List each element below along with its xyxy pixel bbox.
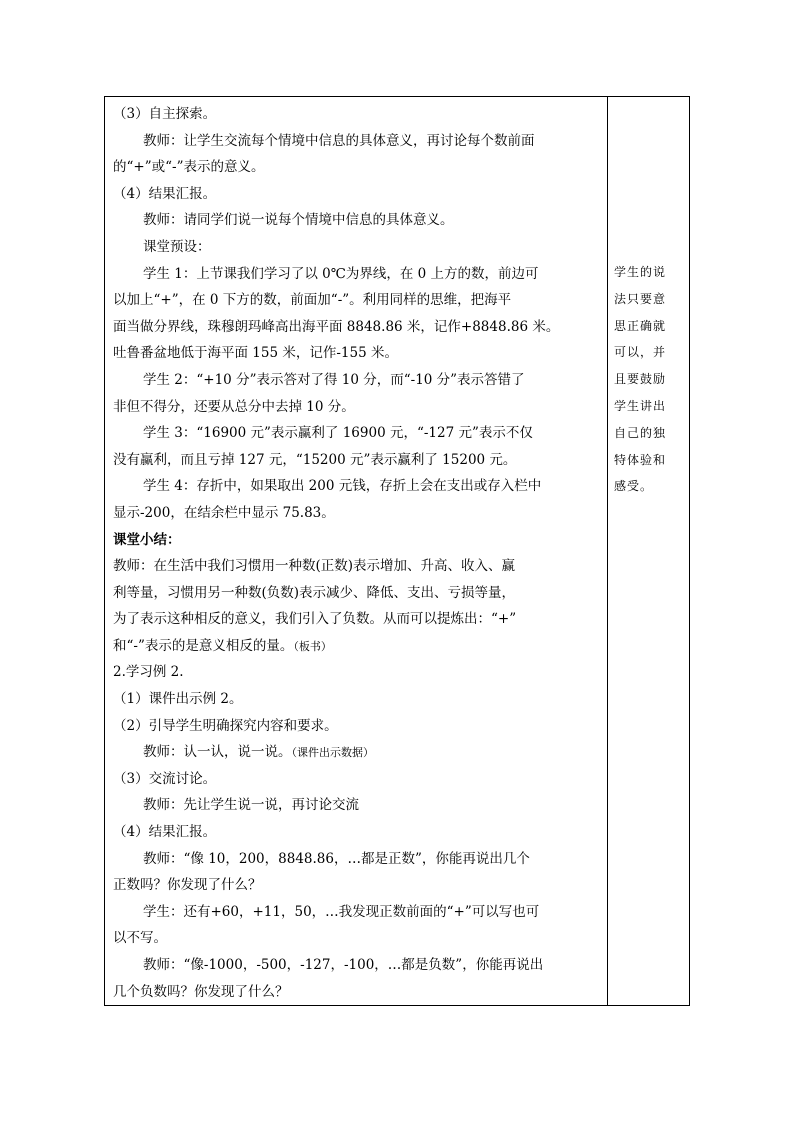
text-span: 教师：认一认，说一说。 bbox=[143, 744, 292, 761]
text-line: 2.学习例 2. bbox=[113, 664, 184, 681]
text-line: （1）课件出示例 2。 bbox=[113, 691, 243, 708]
side-note-line: 学生讲出 bbox=[614, 398, 667, 413]
text-line: 课堂预设： bbox=[143, 238, 211, 255]
text-line: 教师：先让学生说一说，再讨论交流 bbox=[143, 797, 359, 814]
side-note-line: 自己的独 bbox=[614, 425, 667, 440]
board-note: （板书） bbox=[293, 639, 332, 653]
side-note-line: 且要鼓励 bbox=[614, 372, 667, 387]
text-line: 正数吗？你发现了什么？ bbox=[113, 877, 262, 894]
text-line: 的“+”或“-”表示的意义。 bbox=[113, 159, 265, 176]
side-note-line: 学生的说 bbox=[614, 265, 667, 279]
text-line: 吐鲁番盆地低于海平面 155 米，记作-155 米。 bbox=[113, 345, 398, 362]
text-line: 以不写。 bbox=[113, 930, 167, 947]
text-line: 学生 1：上节课我们学习了以 0℃为界线，在 0 上方的数，前边可 bbox=[143, 265, 539, 282]
lesson-plan-table bbox=[104, 96, 690, 1006]
column-divider bbox=[607, 97, 608, 1005]
main-content-cell bbox=[105, 97, 607, 1005]
side-note-line: 感受。 bbox=[614, 479, 654, 494]
courseware-note: （课件出示数据） bbox=[291, 746, 374, 760]
text-line: 学生 2：“+10 分”表示答对了得 10 分，而“-10 分”表示答错了 bbox=[143, 371, 525, 388]
text-line: （4）结果汇报。 bbox=[113, 185, 217, 202]
text-line: 利等量，习惯用另一种数(负数)表示减少、降低、支出、亏损等量， bbox=[113, 584, 516, 601]
text-line: （3）交流讨论。 bbox=[113, 770, 217, 787]
text-line: 显示-200，在结余栏中显示 75.83。 bbox=[113, 504, 335, 521]
text-line: 教师：让学生交流每个情境中信息的具体意义，再讨论每个数前面 bbox=[143, 132, 535, 149]
text-line: 几个负数吗？你发现了什么？ bbox=[113, 983, 289, 1000]
text-line bbox=[113, 633, 603, 660]
text-line: 教师：“像 10，200，8848.86，…都是正数”，你能再说出几个 bbox=[143, 850, 530, 867]
text-line: 为了表示这种相反的意义，我们引入了负数。从而可以提炼出：“+” bbox=[113, 611, 517, 628]
text-line: 没有赢利，而且亏掉 127 元，“15200 元”表示赢利了 15200 元。 bbox=[113, 451, 517, 468]
text-line: 学生：还有+60，+11，50，…我发现正数前面的“+”可以写也可 bbox=[143, 903, 540, 920]
text-line: 学生 4：存折中，如果取出 200 元钱，存折上会在支出或存入栏中 bbox=[143, 478, 542, 495]
text-line: 教师：“像-1000，-500，-127，-100，…都是负数”，你能再说出 bbox=[143, 957, 544, 973]
text-line: （2）引导学生明确探究内容和要求。 bbox=[113, 717, 338, 734]
text-span: 和“-”表示的是意义相反的量。 bbox=[113, 637, 294, 654]
side-note-line: 特体验和 bbox=[614, 452, 667, 467]
side-note-line: 可以，并 bbox=[614, 345, 667, 360]
text-line: （4）结果汇报。 bbox=[113, 824, 217, 841]
text-line: 非但不得分，还要从总分中去掉 10 分。 bbox=[113, 398, 355, 415]
side-note-cell bbox=[608, 259, 690, 500]
text-line: 以加上“+”，在 0 下方的数，前面加“-”。利用同样的思维，把海平 bbox=[113, 292, 512, 309]
text-line: 教师：在生活中我们习惯用一种数(正数)表示增加、升高、收入、赢 bbox=[113, 558, 516, 575]
text-line: 学生 3：“16900 元”表示赢利了 16900 元，“-127 元”表示不仅 bbox=[143, 425, 533, 442]
text-line: （3）自主探索。 bbox=[113, 106, 217, 122]
side-note-line: 思正确就 bbox=[614, 318, 667, 333]
text-line bbox=[113, 739, 603, 766]
side-note-line: 法只要意 bbox=[614, 291, 667, 306]
text-line: 面当做分界线，珠穆朗玛峰高出海平面 8848.86 米，记作+8848.86 米。 bbox=[113, 318, 560, 335]
text-line: 教师：请同学们说一说每个情境中信息的具体意义。 bbox=[143, 212, 454, 229]
section-heading: 课堂小结： bbox=[113, 531, 181, 548]
